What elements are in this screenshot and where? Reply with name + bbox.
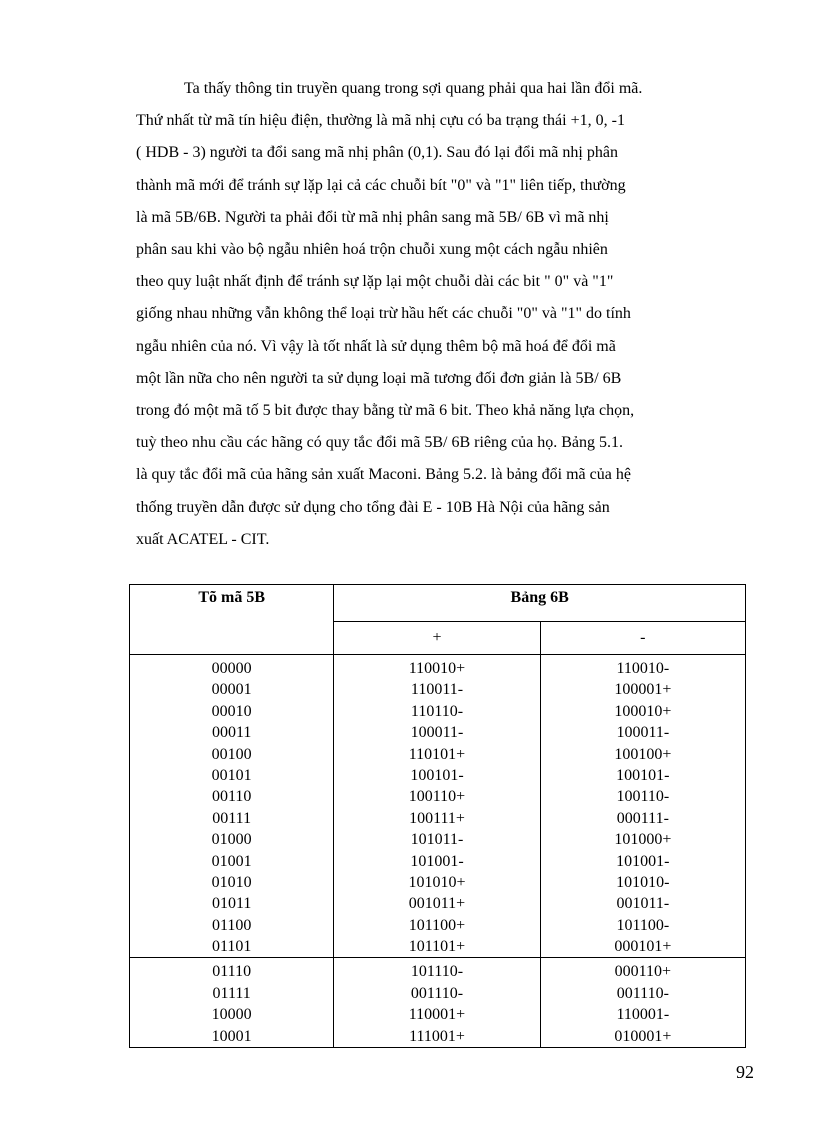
table-cell: 01101 — [211, 938, 252, 956]
table-cell: 100110- — [616, 788, 670, 806]
table-cell: 01001 — [211, 852, 252, 870]
table-cell: 101000+ — [614, 831, 672, 849]
table-cell: 001011- — [616, 895, 670, 913]
table-cell: 01011 — [211, 895, 252, 913]
table-cell: 101011- — [410, 831, 464, 849]
table-cell: 00011 — [211, 724, 252, 742]
group1-col-minus — [540, 655, 745, 958]
table-cell: 01100 — [211, 916, 252, 934]
table-cell: 00001 — [211, 681, 252, 699]
table-cell: 00111 — [212, 809, 252, 827]
table-group-1 — [130, 655, 746, 958]
table-cell: 111001+ — [409, 1027, 465, 1045]
body-paragraph — [136, 73, 748, 556]
table-cell: 00010 — [211, 702, 252, 720]
paragraph-line: xuất ACATEL - CIT. — [136, 530, 270, 548]
table-cell: 101101+ — [408, 938, 466, 956]
table-cell: 000110+ — [614, 963, 672, 981]
paragraph-line: Thứ nhất từ mã tín hiệu điện, thường là mã nhị cựu có ba trạng thái +1, 0, -1 — [136, 112, 625, 130]
table-cell: 000101+ — [614, 938, 672, 956]
table-cell: 101100+ — [408, 916, 466, 934]
table-cell: 100001+ — [614, 681, 672, 699]
table-cell: 110010- — [616, 660, 670, 677]
table-cell: 01111 — [212, 984, 251, 1002]
table-cell: 001110- — [616, 984, 669, 1002]
table-cell: 001011+ — [408, 895, 466, 913]
header-6b-table: Bảng 6B — [334, 585, 746, 622]
group2-col-minus — [540, 958, 745, 1048]
header-5b-code: Tõ mã 5B — [130, 585, 334, 655]
group1-col-plus — [334, 655, 540, 958]
table-cell: 100100+ — [614, 745, 672, 763]
table-cell: 00110 — [211, 788, 252, 806]
header-minus: - — [540, 622, 745, 655]
paragraph-line: ngẫu nhiên của nó. Vì vậy là tốt nhất là sử dụng thêm bộ mã hoá để đổi mã — [136, 337, 616, 355]
table-cell: 100011- — [410, 724, 464, 742]
page-number: 92 — [736, 1062, 754, 1082]
table-cell: 01110 — [212, 963, 252, 981]
table-cell: 01000 — [211, 831, 252, 849]
table-cell: 10001 — [211, 1027, 252, 1045]
paragraph-line: phân sau khi vào bộ ngẫu nhiên hoá trộn chuỗi xung một cách ngẫu nhiên — [136, 241, 608, 259]
group1-col-5b — [130, 655, 334, 958]
table-cell: 100111+ — [409, 809, 465, 827]
paragraph-line: thống truyền dẫn được sử dụng cho tổng đài E - 10B Hà Nội của hãng sản — [136, 498, 610, 516]
table-cell: 101001- — [410, 852, 464, 870]
table-cell: 110101+ — [408, 745, 466, 763]
paragraph-line: một lần nữa cho nên người ta sử dụng loại mã tương đối đơn giản là 5B/ 6B — [136, 369, 622, 387]
table-cell: 110001+ — [408, 1006, 466, 1024]
paragraph-line: trong đó một mã tố 5 bit được thay bằng từ mã 6 bit. Theo khả năng lựa chọn, — [136, 402, 635, 420]
paragraph-line: thành mã mới để tránh sự lặp lại cả các chuỗi bít "0" và "1" liên tiếp, thường — [136, 176, 626, 194]
header-plus: + — [334, 622, 540, 655]
table-cell: 01010 — [211, 873, 252, 891]
paragraph-line: tuỳ theo nhu cầu các hãng có quy tắc đổi mã 5B/ 6B riêng của họ. Bảng 5.1. — [136, 434, 623, 452]
paragraph-line: Ta thấy thông tin truyền quang trong sợi quang phải qua hai lần đổi mã. — [184, 80, 643, 97]
table-cell: 001110- — [410, 984, 464, 1002]
code-conversion-table — [129, 584, 746, 1048]
table-cell: 101110- — [410, 963, 464, 981]
table-cell: 110011- — [410, 681, 464, 699]
paragraph-line: theo quy luật nhất định để tránh sự lặp lại một chuỗi dài các bit " 0" và "1" — [136, 273, 614, 291]
table-cell: 110010+ — [408, 660, 466, 677]
table-cell: 100110+ — [408, 788, 466, 806]
table-cell: 100011- — [616, 724, 670, 742]
table-cell: 110001- — [616, 1006, 670, 1024]
table-cell: 101100- — [616, 916, 670, 934]
table-cell: 00100 — [211, 745, 252, 763]
table-cell: 101010- — [616, 873, 670, 891]
table-cell: 10000 — [211, 1006, 252, 1024]
table-group-2 — [130, 958, 746, 1048]
paragraph-line: là quy tắc đổi mã của hãng sản xuất Maconi. Bảng 5.2. là bảng đổi mã của hệ — [136, 466, 631, 484]
table-cell: 100010+ — [614, 702, 672, 720]
table-cell: 100101- — [616, 766, 670, 784]
table-cell: 110110- — [410, 702, 464, 720]
paragraph-line: giống nhau những vẫn không thể loại trừ hầu hết các chuỗi "0" và "1" do tính — [136, 305, 631, 323]
table-cell: 101001- — [616, 852, 670, 870]
paragraph-line: là mã 5B/6B. Người ta phải đổi từ mã nhị phân sang mã 5B/ 6B vì mã nhị — [136, 208, 609, 226]
table-cell: 101010+ — [408, 873, 466, 891]
group2-col-5b — [130, 958, 334, 1048]
table-cell: 000111- — [616, 809, 669, 827]
table-cell: 010001+ — [614, 1027, 672, 1045]
group2-col-plus — [334, 958, 540, 1048]
table-cell: 00000 — [211, 660, 252, 677]
table-cell: 100101- — [410, 766, 464, 784]
paragraph-line: ( HDB - 3) người ta đổi sang mã nhị phân (0,1). Sau đó lại đổi mã nhị phân — [136, 144, 618, 162]
table-cell: 00101 — [211, 766, 252, 784]
